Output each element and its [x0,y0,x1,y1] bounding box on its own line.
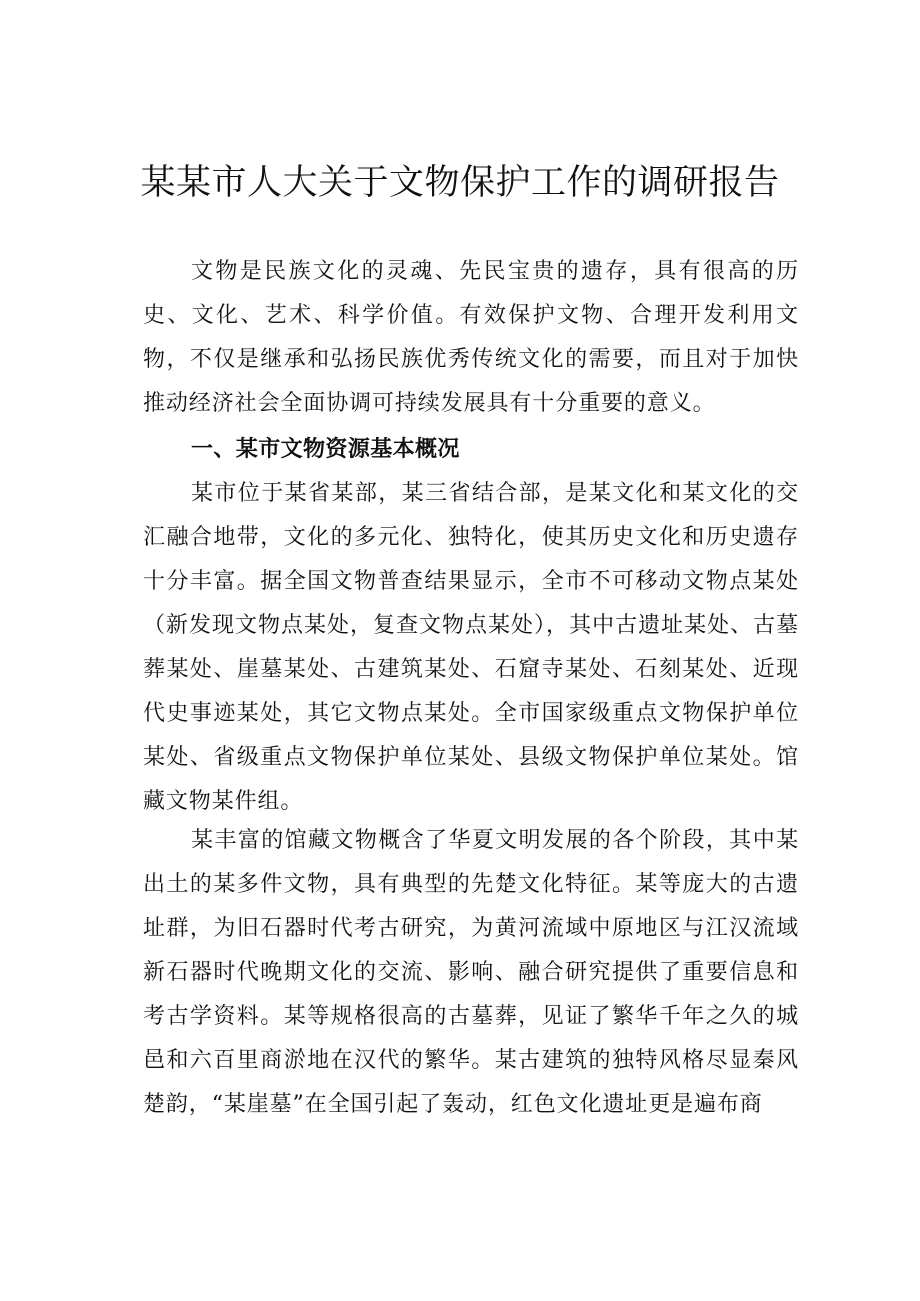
paragraph-collections: 某丰富的馆藏文物概含了华夏文明发展的各个阶段，其中某出土的某多件文物，具有典型的先楚文化特征。某等庞大的古遗址群，为旧石器时代考古研究，为黄河流域中原地区与江汉流域新石器时代晚期文化的交流、影响、融合研究提供了重要信息和考古学资料。某等规格很高的古墓葬，见证了繁华千年之久的城邑和六百里商淤地在汉代的繁华。某古建筑的独特风格尽显秦风楚韵，“某崖墓”在全国引起了轰动，红色文化遗址更是遍布商 [143,828,799,1117]
section-heading-overview: 一、某市文物资源基本概况 [191,437,460,462]
paragraph-intro: 文物是民族文化的灵魂、先民宝贵的遗存，具有很高的历史、文化、艺术、科学价值。有效保护文物、合理开发利用文物，不仅是继承和弘扬民族优秀传统文化的需要，而且对于加快推动经济社会全面协调可持续发展具有十分重要的意义。 [143,259,799,416]
paragraph-resources: 某市位于某省某部，某三省结合部，是某文化和某文化的交汇融合地带，文化的多元化、独特化，使其历史文化和历史遗存十分丰富。据全国文物普查结果显示，全市不可移动文物点某处（新发现文物点某处，复查文物点某处），其中古遗址某处、古墓葬某处、崖墓某处、古建筑某处、石窟寺某处、石刻某处、近现代史事迹某处，其它文物点某处。全市国家级重点文物保护单位某处、省级重点文物保护单位某处、县级文物保护单位某处。馆藏文物某件组。 [143,481,799,814]
document-title: 某某市人大关于文物保护工作的调研报告 [140,163,780,203]
